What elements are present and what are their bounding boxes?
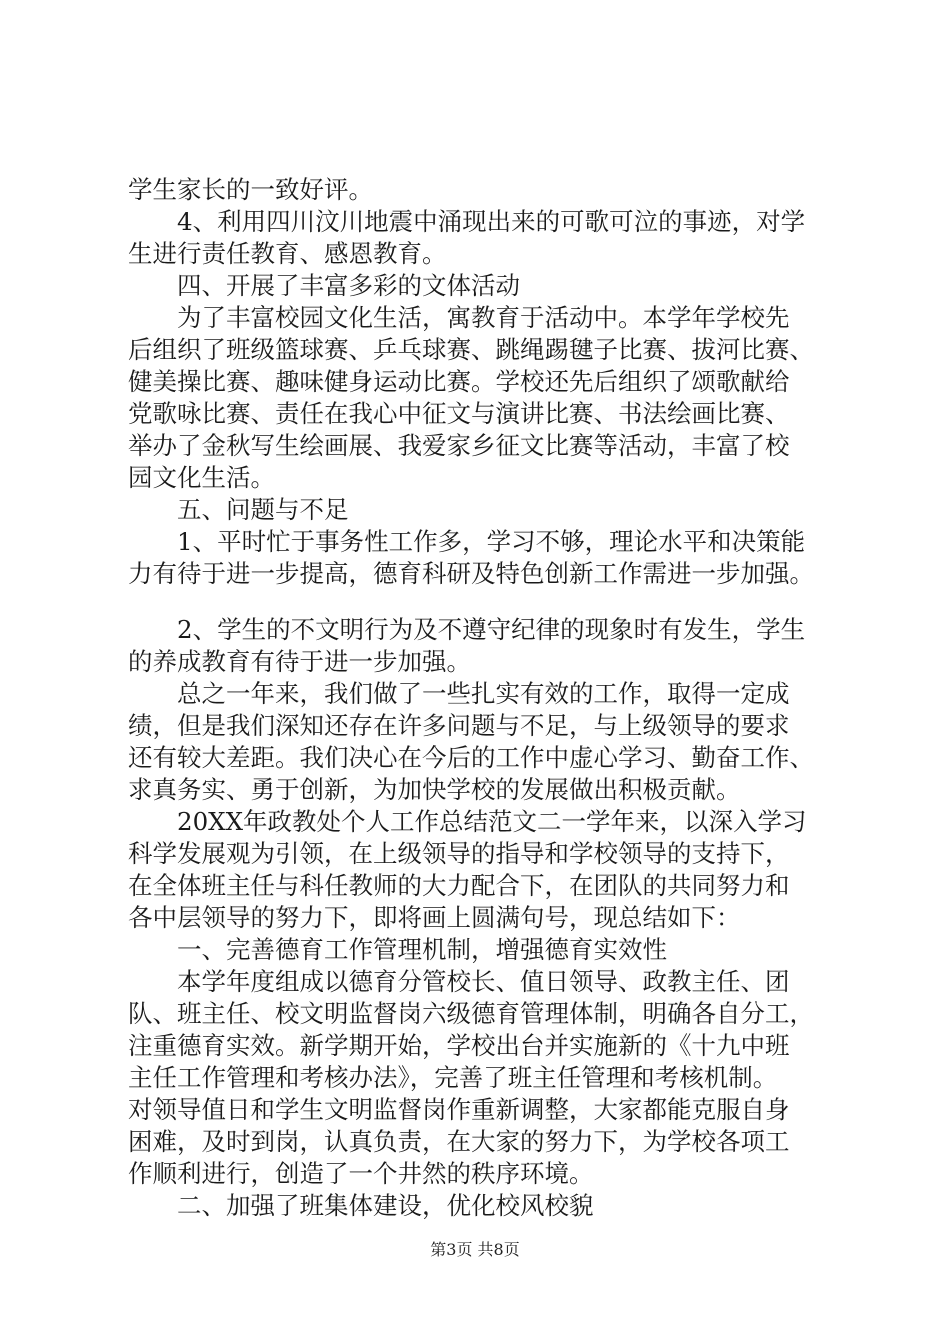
text-line: 后组织了班级篮球赛、乒乓球赛、跳绳踢毽子比赛、拔河比赛、 (128, 335, 814, 364)
text-line: 本学年度组成以德育分管校长、值日领导、政教主任、团 (128, 967, 790, 996)
section-heading: 二、加强了班集体建设，优化校风校貌 (128, 1191, 594, 1220)
text-line: 生进行责任教育、感恩教育。 (128, 239, 447, 268)
text-line: 绩，但是我们深知还存在许多问题与不足，与上级领导的要求 (128, 711, 790, 740)
page-number: 第3页 共8页 (430, 1240, 520, 1259)
text-line: 学生家长的一致好评。 (128, 175, 373, 204)
text-line: 队、班主任、校文明监督岗六级德育管理体制，明确各自分工， (128, 999, 814, 1028)
section-heading: 五、问题与不足 (128, 495, 349, 524)
text-line: 困难，及时到岗，认真负责，在大家的努力下，为学校各项工 (128, 1127, 790, 1156)
text-line: 主任工作管理和考核办法》，完善了班主任管理和考核机制。 (128, 1063, 778, 1092)
text-line: 总之一年来，我们做了一些扎实有效的工作，取得一定成 (128, 679, 790, 708)
text-line: 2、学生的不文明行为及不遵守纪律的现象时有发生，学生 (128, 615, 806, 644)
section-heading: 一、完善德育工作管理机制，增强德育实效性 (128, 935, 667, 964)
text-line: 求真务实、勇于创新，为加快学校的发展做出积极贡献。 (128, 775, 741, 804)
text-line: 力有待于进一步提高，德育科研及特色创新工作需进一步加强。 (128, 559, 814, 588)
section-heading: 四、开展了丰富多彩的文体活动 (128, 271, 520, 300)
text-line: 还有较大差距。我们决心在今后的工作中虚心学习、勤奋工作、 (128, 743, 814, 772)
text-line: 注重德育实效。新学期开始，学校出台并实施新的《十九中班 (128, 1031, 790, 1060)
text-line: 科学发展观为引领，在上级领导的指导和学校领导的支持下， (128, 839, 790, 868)
text-line: 作顺利进行，创造了一个井然的秩序环境。 (128, 1159, 594, 1188)
text-line: 健美操比赛、趣味健身运动比赛。学校还先后组织了颂歌献给 (128, 367, 790, 396)
text-line: 的养成教育有待于进一步加强。 (128, 647, 471, 676)
text-line: 党歌咏比赛、责任在我心中征文与演讲比赛、书法绘画比赛、 (128, 399, 790, 428)
text-line: 为了丰富校园文化生活，寓教育于活动中。本学年学校先 (128, 303, 790, 332)
text-line: 20XX年政教处个人工作总结范文二一学年来，以深入学习 (128, 807, 807, 836)
text-line: 4、利用四川汶川地震中涌现出来的可歌可泣的事迹，对学 (128, 207, 806, 236)
text-line: 1、平时忙于事务性工作多，学习不够，理论水平和决策能 (128, 527, 806, 556)
text-line: 在全体班主任与科任教师的大力配合下，在团队的共同努力和 (128, 871, 790, 900)
text-line: 各中层领导的努力下，即将画上圆满句号，现总结如下： (128, 903, 741, 932)
text-line: 对领导值日和学生文明监督岗作重新调整，大家都能克服自身 (128, 1095, 790, 1124)
text-line: 园文化生活。 (128, 463, 275, 492)
text-line: 举办了金秋写生绘画展、我爱家乡征文比赛等活动，丰富了校 (128, 431, 790, 460)
